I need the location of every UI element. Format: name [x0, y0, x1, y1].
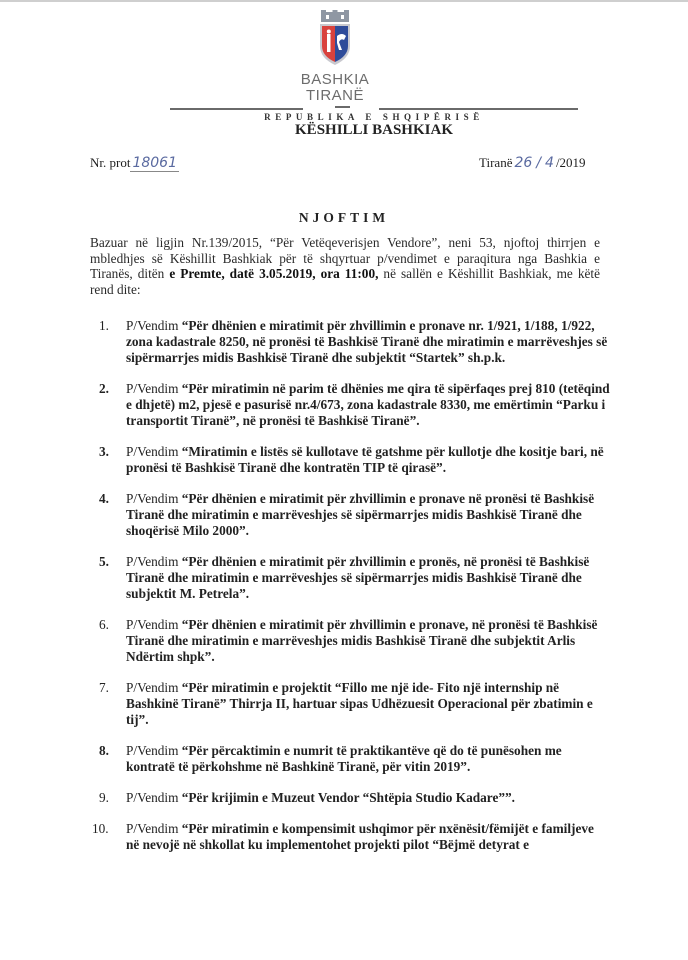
agenda-item-text: “Për dhënien e miratimit për zhvillimin e pronës, në pronësi të Bashkisë Tiranë dhe miratimin e marrëveshjes së sipërmarrjes midis Bashkisë Tiranë dhe subjektit M. Petrela”. [126, 554, 590, 601]
agenda-item-text: “Për dhënien e miratimit për zhvillimin e pronave nr. 1/921, 1/188, 1/922, zona kadastrale 8250, në pronësi të Bashkisë Tiranë dhe miratimin e marrëveshjes së sipërmarrjes midis Bashkisë Tiranë dhe subjektit “Startek” sh.p.k. [126, 318, 608, 365]
agenda-item-prefix: P/Vendim [126, 821, 182, 836]
agenda-item-prefix: P/Vendim [126, 680, 182, 695]
agenda-item [90, 617, 610, 665]
header-rule-left [170, 108, 303, 110]
header-rule-right [379, 108, 578, 110]
page-top-edge [0, 0, 688, 2]
agenda-item-text: “Për dhënien e miratimit për zhvillimin e pronave, në pronësi të Bashkisë Tiranë dhe miratimin e marrëveshjes midis Bashkisë Tiranë dhe subjektit Arlis Ndërtim shpk”. [126, 617, 598, 664]
notice-title: NJOFTIM [298, 210, 390, 225]
council-heading: KËSHILLI BASHKIAK [295, 122, 453, 138]
agenda-item-number: 8. [99, 743, 109, 758]
intro-text-2: në sallën e Këshillit Bashkiak, me këtë rend dite: [90, 266, 600, 297]
agenda-item-number: 1. [99, 318, 109, 333]
agenda-item [90, 318, 610, 366]
agenda-item-text: “Për përcaktimin e numrit të praktikantëve që do të punësohen me kontratë të përkohshme në Bashkinë Tiranë, për vitin 2019”. [126, 743, 562, 774]
agenda-item [90, 554, 610, 602]
agenda-item-prefix: P/Vendim [126, 554, 182, 569]
logo-text-bashkia: BASHKIA [300, 71, 370, 88]
agenda-item-prefix: P/Vendim [126, 444, 182, 459]
coat-of-arms-icon [318, 10, 352, 66]
agenda-item [90, 491, 610, 539]
protocol-handwritten-number: 18061 [132, 155, 177, 171]
protocol-number [90, 155, 179, 171]
agenda-item-number: 3. [99, 444, 109, 459]
agenda-item-prefix: P/Vendim [126, 743, 182, 758]
agenda-item-prefix: P/Vendim [126, 318, 182, 333]
agenda-item [90, 821, 610, 853]
agenda-item-number: 5. [99, 554, 109, 569]
agenda-item [90, 743, 610, 775]
intro-text-1: Bazuar në ligjin Nr.139/2015, “Për Vetëqeverisjen Vendore”, neni 53, njoftoj thirrjen e mbledhjes së Këshillit Bashkiak për të shqyrtuar p/vendimet e paraqitura nga Bashkia e Tiranës, ditën [90, 235, 600, 281]
date-year: /2019 [555, 155, 586, 170]
republic-heading: REPUBLIKA E SHQIPËRISË [264, 112, 484, 122]
agenda-item-number: 2. [99, 381, 109, 396]
date-handwritten-month: 4 [545, 155, 554, 171]
agenda-item-number: 6. [99, 617, 109, 632]
agenda-item-prefix: P/Vendim [126, 491, 182, 506]
intro-meeting-datetime: e Premte, datë 3.05.2019, ora 11:00, [169, 266, 379, 281]
agenda-item-text: “Për dhënien e miratimit për zhvillimin e pronave në pronësi të Bashkisë Tiranë dhe miratimin e marrëveshjes së sipërmarrjes midis Bashkisë Tiranë dhe shoqërisë Milo 2000”. [126, 491, 595, 538]
agenda-item-number: 7. [99, 680, 109, 695]
date-place-label: Tiranë [479, 155, 513, 170]
notice-intro-paragraph [90, 235, 600, 297]
agenda-item-prefix: P/Vendim [126, 617, 182, 632]
agenda-item-text: “Për miratimin e kompensimit ushqimor për nxënësit/fëmijët e familjeve në nevojë në shkollat ku implementohet projekti pilot “Bëjmë detyrat e [126, 821, 594, 852]
agenda-list [90, 318, 610, 868]
agenda-item [90, 381, 610, 429]
protocol-label: Nr. prot [90, 155, 131, 170]
agenda-item-text: “Për krijimin e Muzeut Vendor “Shtëpia Studio Kadare””. [181, 790, 515, 805]
header-rule-mid [335, 106, 350, 108]
agenda-item-number: 9. [99, 790, 109, 805]
agenda-item [90, 444, 610, 476]
agenda-item [90, 790, 610, 806]
agenda-item-prefix: P/Vendim [126, 790, 182, 805]
document-date: Tiranë 26 / 4 /2019 [479, 155, 586, 171]
logo-text-tirane: TIRANË [305, 87, 364, 104]
agenda-item [90, 680, 610, 728]
agenda-item-text: “Miratimin e listës së kullotave të gatshme për kullotje dhe kositje bari, në pronësi të Bashkisë Tiranë dhe kontratën TIP të qirasë”. [126, 444, 604, 475]
agenda-item-prefix: P/Vendim [126, 381, 182, 396]
agenda-item-number: 10. [92, 821, 109, 836]
agenda-item-number: 4. [99, 491, 109, 506]
agenda-item-text: “Për miratimin në parim të dhënies me qira të sipërfaqes prej 810 (tetëqind e dhjetë) m2, pjesë e pasurisë nr.4/673, zona kadastrale 8330, me emërtimin “Parku i transportit Tiranë”, në pronësi të Bashkisë Tiranë”. [126, 381, 610, 428]
date-handwritten-day: 26 [514, 155, 533, 171]
agenda-item-text: “Për miratimin e projektit “Fillo me një ide- Fito një internship në Bashkinë Tiranë” Thirrja II, hartuar sipas Udhëzuesit Operacional për zbatimin e tij”. [126, 680, 593, 727]
